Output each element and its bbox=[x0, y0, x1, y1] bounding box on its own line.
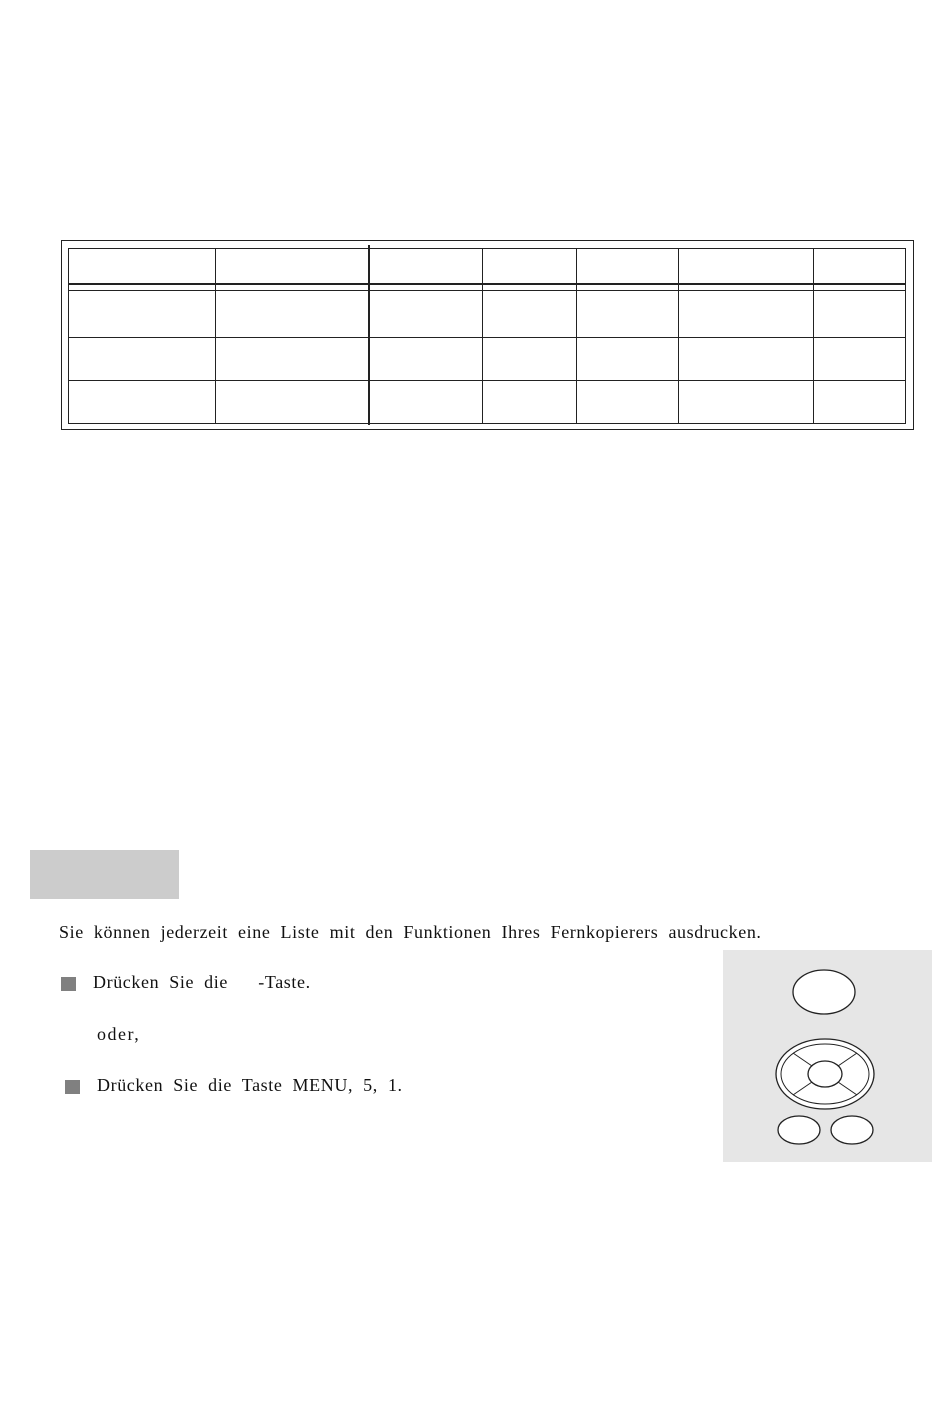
function-key-icon bbox=[793, 970, 855, 1014]
header-separator-inner bbox=[68, 290, 906, 291]
row-separator bbox=[68, 380, 906, 381]
section-heading-box bbox=[30, 850, 179, 899]
square-bullet-icon bbox=[65, 1080, 80, 1094]
left-key-icon bbox=[778, 1116, 820, 1144]
step-2-text: Drücken Sie die Taste MENU, 5, 1. bbox=[97, 1075, 403, 1095]
column-divider bbox=[678, 248, 679, 424]
table-border-bottom bbox=[68, 423, 906, 424]
navigation-pad-icon bbox=[776, 1039, 874, 1109]
column-divider bbox=[576, 248, 577, 424]
column-divider bbox=[215, 248, 216, 424]
column-divider bbox=[482, 248, 483, 424]
intro-text: Sie können jederzeit eine Liste mit den Funktionen Ihres Fernkopierers ausdrucken. bbox=[59, 922, 762, 942]
column-divider bbox=[905, 248, 906, 424]
column-divider bbox=[368, 245, 370, 425]
fax-keypad-icon bbox=[723, 950, 932, 1162]
or-text: oder, bbox=[97, 1024, 141, 1044]
header-separator bbox=[68, 283, 906, 285]
table-border-top bbox=[68, 248, 906, 249]
keypad-illustration bbox=[723, 950, 932, 1162]
column-divider bbox=[813, 248, 814, 424]
step-1-text: Drücken Sie die -Taste. bbox=[93, 972, 311, 992]
square-bullet-icon bbox=[61, 977, 76, 991]
row-separator bbox=[68, 337, 906, 338]
right-key-icon bbox=[831, 1116, 873, 1144]
function-table bbox=[68, 248, 906, 424]
column-divider bbox=[68, 248, 69, 424]
